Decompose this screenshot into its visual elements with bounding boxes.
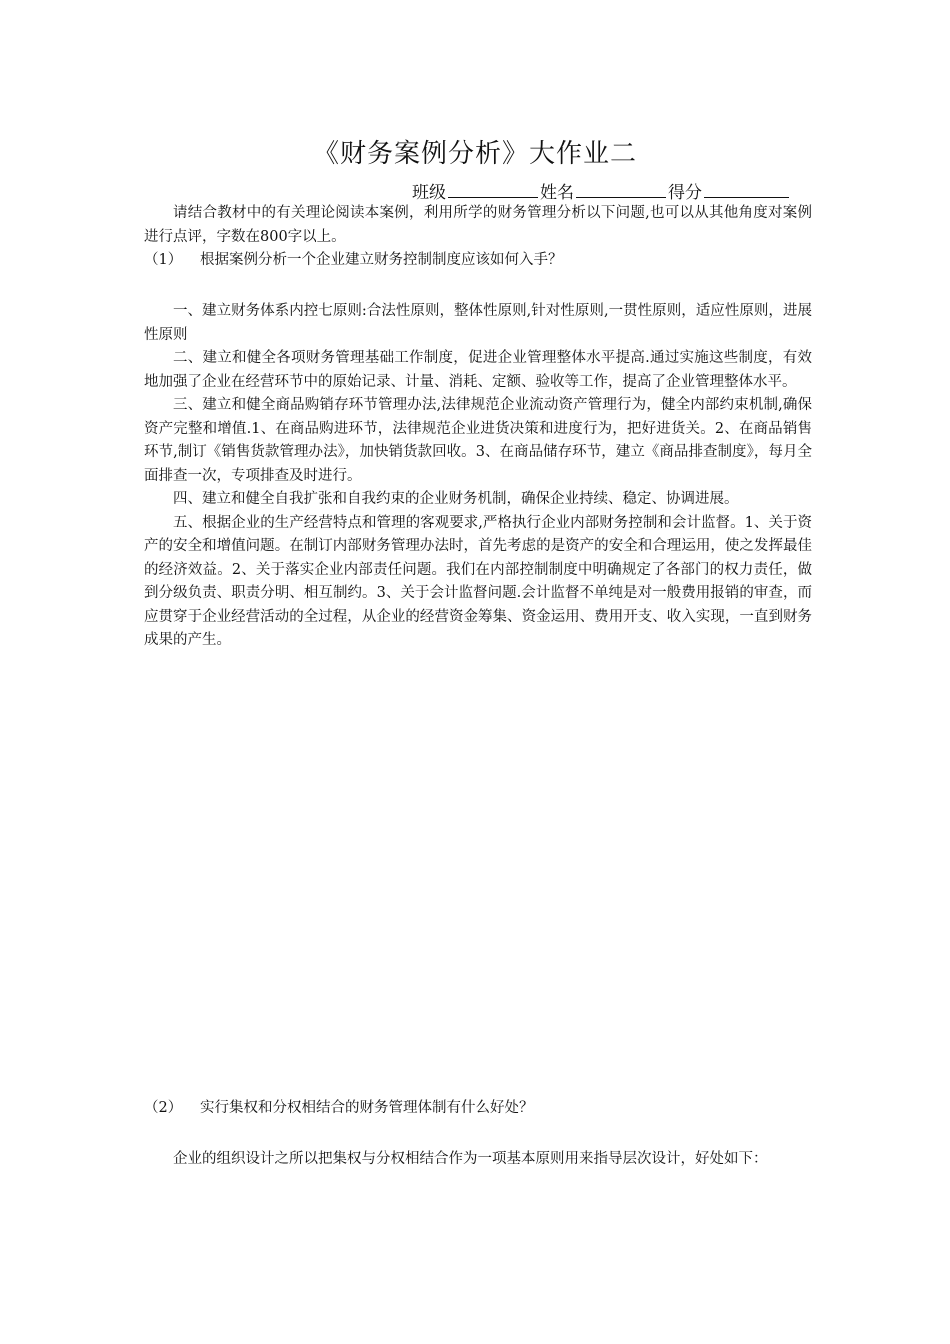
question-1 bbox=[144, 249, 812, 273]
intro-section bbox=[144, 202, 812, 249]
question-2-number: （2） bbox=[144, 1100, 183, 1116]
question-2 bbox=[144, 1097, 812, 1121]
intro-paragraph: 请结合教材中的有关理论阅读本案例，利用所学的财务管理分析以下问题,也可以从其他角度对案例进行点评，字数在800字以上。 bbox=[144, 205, 812, 245]
document-title: 《财务案例分析》大作业二 bbox=[312, 139, 637, 169]
class-label: 班级 bbox=[412, 183, 446, 203]
question-1-text: 根据案例分析一个企业建立财务控制制度应该如何入手？ bbox=[200, 252, 563, 268]
answer-1-paragraph: 一、建立财务体系内控七原则:合法性原则，整体性原则,针对性原则,一贯性原则，适应性原则，进展性原则 bbox=[144, 303, 812, 343]
question-2-text: 实行集权和分权相结合的财务管理体制有什么好处？ bbox=[200, 1100, 534, 1116]
student-info-line bbox=[412, 178, 791, 203]
answer-2-paragraph: 企业的组织设计之所以把集权与分权相结合作为一项基本原则用来指导层次设计，好处如下： bbox=[173, 1151, 768, 1167]
score-label: 得分 bbox=[668, 183, 702, 203]
class-blank bbox=[448, 183, 538, 198]
answer-1-paragraph: 五、根据企业的生产经营特点和管理的客观要求,严格执行企业内部财务控制和会计监督。1、关于资产的安全和增值问题。在制订内部财务管理办法时，首先考虑的是资产的安全和合理运用，使之发挥最佳的经济效益。2、关于落实企业内部责任问题。我们在内部控制制度中明确规定了各部门的权力责任，做到分级负责、职责分明、相互制约。3、关于会计监督问题.会计监督不单纯是对一般费用报销的审查，而应贯穿于企业经营活动的全过程，从企业的经营资金筹集、资金运用、费用开支、收入实现，一直到财务成果的产生。 bbox=[144, 514, 812, 648]
name-blank bbox=[576, 183, 666, 198]
question-1-number: （1） bbox=[144, 252, 183, 268]
answer-1-paragraph: 二、建立和健全各项财务管理基础工作制度，促进企业管理整体水平提高.通过实施这些制度，有效地加强了企业在经营环节中的原始记录、计量、消耗、定额、验收等工作，提高了企业管理整体水平。 bbox=[144, 350, 812, 390]
score-blank bbox=[704, 183, 789, 198]
answer-2-section bbox=[144, 1148, 812, 1172]
answer-1-paragraph: 三、建立和健全商品购销存环节管理办法,法律规范企业流动资产管理行为，健全内部约束机制,确保资产完整和增值.1、在商品购进环节，法律规范企业进货决策和进度行为，把好进货关。2、在商品销售环节,制订《销售货款管理办法》，加快销货款回收。3、在商品储存环节，建立《商品排查制度》，每月全面排查一次，专项排查及时进行。 bbox=[144, 397, 812, 484]
answer-1-section bbox=[144, 300, 812, 653]
name-label: 姓名 bbox=[540, 183, 574, 203]
answer-1-paragraph: 四、建立和健全自我扩张和自我约束的企业财务机制，确保企业持续、稳定、协调进展。 bbox=[173, 491, 739, 507]
